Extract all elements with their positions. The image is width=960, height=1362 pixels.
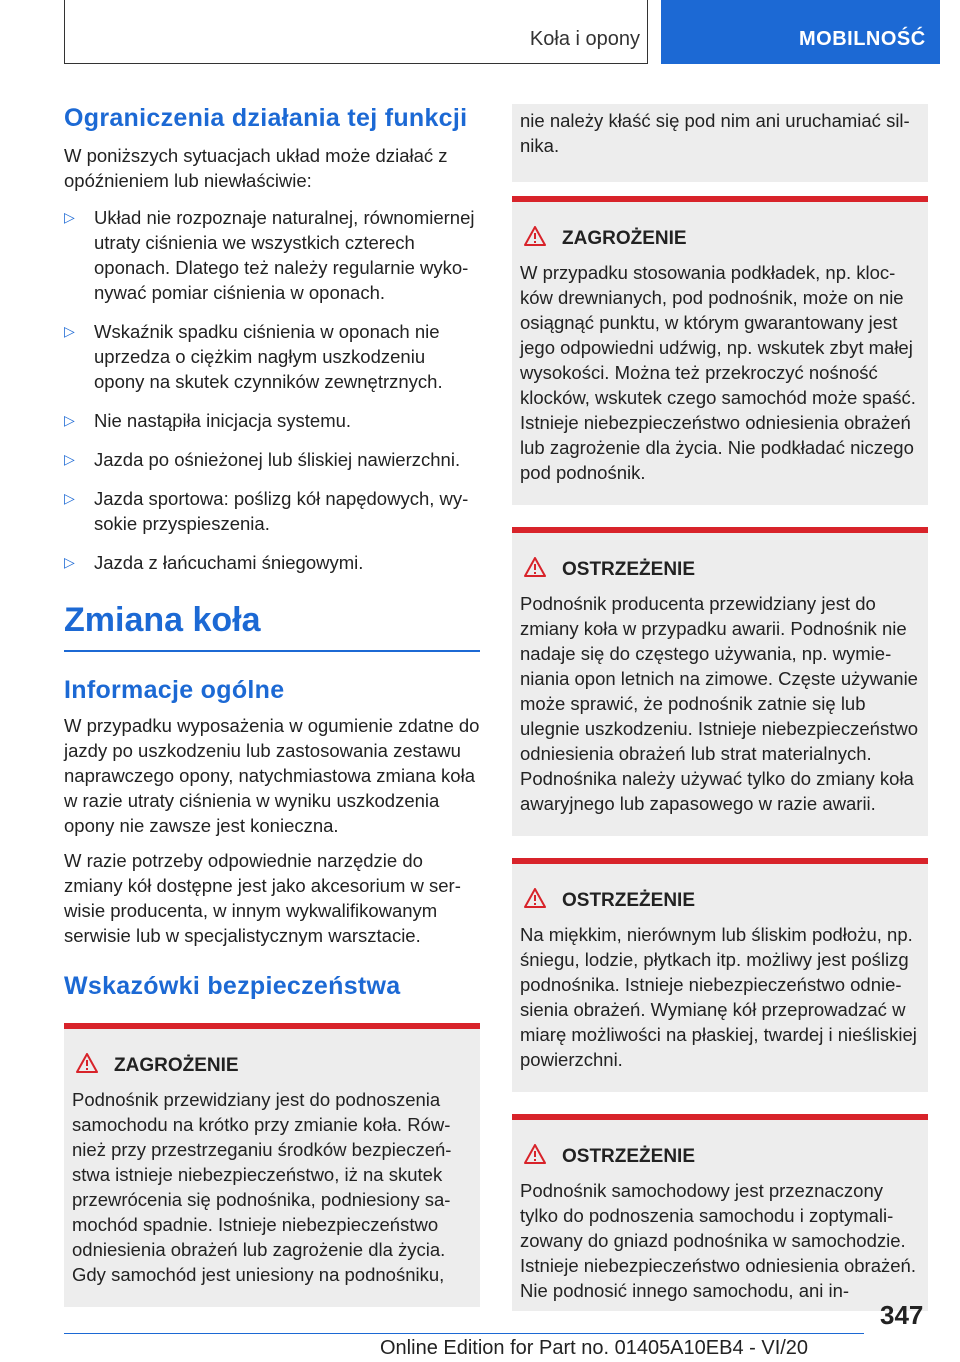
warning-text: Podnośnik producenta przewidziany jest do zmiany koła w przypadku awarii. Podnośnik nie nadaje się do częstego używania, np. wymieniania opon letnich na zimowe. Częste używanie może sprawić, że podnośnik zatnie się lub ulegnie uszkodzeniu. Istnieje niebezpieczeństwo odniesienia obrażeń lub strat materialnych. Podnośnika należy używać tylko do zmiany koła awaryjnego lub zapasowego w razie awarii. bbox=[520, 593, 919, 814]
footer-divider bbox=[64, 1333, 864, 1334]
list-item: ▷ Jazda sportowa: poślizg kół napędowych, wysokie przyspieszenia. bbox=[64, 488, 469, 534]
warning-title: ZAGROŻENIE bbox=[562, 228, 687, 249]
warning-box bbox=[512, 858, 928, 1092]
section-heading-limitations: Ograniczenia działania tej funkcji bbox=[64, 104, 468, 132]
warning-text: Podnośnik przewidziany jest do podnoszenia samochodu na krótko przy zmianie koła. Również przy przestrzeganiu środków bezpieczeństwa istnieje niebezpieczeństwo, iż na skutek przewrócenia się podnośnika, podniesiony samochód spadnie. Istnieje niebezpieczeństwo odniesienia obrażeń lub zagrożenie dla życia. Gdy samochód jest uniesiony na podnośniku, bbox=[72, 1089, 452, 1285]
left-column bbox=[64, 104, 480, 1307]
header-section-title: Koła i opony bbox=[529, 28, 640, 50]
footer-edition: Online Edition for Part no. 01405A10EB4 - VI/20 bbox=[380, 1337, 809, 1359]
triangle-bullet-icon: ▷ bbox=[64, 209, 75, 225]
header-chapter-tab[interactable]: MOBILNOŚĆ bbox=[661, 0, 940, 64]
triangle-bullet-icon: ▷ bbox=[64, 451, 75, 467]
triangle-bullet-icon: ▷ bbox=[64, 412, 75, 428]
warning-text: Podnośnik samochodowy jest przeznaczony tylko do podnoszenia samochodu i zoptymalizowany do gniazd podnośnika w samochodzie. Istnieje niebezpieczeństwo odniesienia obrażeń. Nie podnosić innego samochodu, ani in- bbox=[520, 1180, 916, 1301]
warning-header bbox=[520, 888, 920, 914]
danger-box bbox=[64, 1023, 480, 1307]
limitations-intro: W poniższych sytuacjach układ może działać z opóźnieniem lub niewłaściwie: bbox=[64, 145, 448, 191]
list-item: ▷ Jazda z łańcuchami śniegowymi. bbox=[64, 552, 364, 573]
warning-triangle-icon bbox=[76, 1053, 98, 1079]
warning-header bbox=[72, 1053, 472, 1079]
warning-title: OSTRZEŻENIE bbox=[562, 559, 696, 580]
warning-header bbox=[520, 557, 920, 583]
general-paragraph-2: W razie potrzeby odpowiednie narzędzie do zmiany kół dostępne jest jako akcesorium w serwisie producenta, w innym wykwalifikowanym serwisie lub w specjalistycznym warsztacie. bbox=[64, 850, 461, 946]
warning-text: nie należy kłaść się pod nim ani uruchamiać silnika. bbox=[520, 110, 910, 156]
list-item: ▷ Układ nie rozpoznaje naturalnej, równomiernej utraty ciśnienia we wszystkich czterech oponach. Dlatego też należy regularnie wykonywać pomiar ciśnienia w oponach. bbox=[64, 207, 475, 303]
warning-text: W przypadku stosowania podkładek, np. klocków drewnianych, pod podnośnik, może on nie osiągnąć punktu, w którym gwarantowany jest jego odpowiedni udźwig, np. wskutek zbyt małej wysokości. Można też przekroczyć nośność klocków, wskutek czego samochód może spaść. Istnieje niebezpieczeństwo odniesienia obrażeń lub zagrożenie dla życia. Nie podkładać niczego pod podnośnik. bbox=[520, 262, 916, 483]
warning-header bbox=[520, 226, 920, 252]
warning-title: OSTRZEŻENIE bbox=[562, 1146, 696, 1167]
page-number: 347 bbox=[880, 1300, 924, 1330]
triangle-bullet-icon: ▷ bbox=[64, 554, 75, 570]
warning-title: OSTRZEŻENIE bbox=[562, 890, 696, 911]
right-column bbox=[512, 104, 928, 1311]
warning-header bbox=[520, 1144, 920, 1170]
section-heading-safety: Wskazówki bezpieczeństwa bbox=[64, 972, 401, 1000]
section-heading-general: Informacje ogólne bbox=[64, 676, 285, 704]
warning-title: ZAGROŻENIE bbox=[114, 1055, 239, 1076]
list-item: ▷ Nie nastąpiła inicjacja systemu. bbox=[64, 410, 352, 431]
chapter-title: Zmiana koła bbox=[64, 601, 480, 652]
warning-triangle-icon bbox=[524, 1144, 546, 1170]
warning-box bbox=[512, 1114, 928, 1311]
triangle-bullet-icon: ▷ bbox=[64, 490, 75, 506]
general-paragraph-1: W przypadku wyposażenia w ogumienie zdatne do jazdy po uszkodzeniu lub zastosowania zestawu naprawczego opony, natychmiastowa zmiana koła w razie utraty ciśnienia w wyniku uszkodzenia opony nie zawsze jest konieczna. bbox=[64, 715, 480, 836]
list-item: ▷ Wskaźnik spadku ciśnienia w oponach nie uprzedza o ciężkim nagłym uszkodzeniu opony na skutek czynników zewnętrznych. bbox=[64, 321, 443, 392]
warning-triangle-icon bbox=[524, 888, 546, 914]
triangle-bullet-icon: ▷ bbox=[64, 323, 75, 339]
danger-box-continuation bbox=[512, 104, 928, 182]
warning-box bbox=[512, 527, 928, 836]
list-item: ▷ Jazda po ośnieżonej lub śliskiej nawierzchni. bbox=[64, 449, 461, 470]
warning-triangle-icon bbox=[524, 226, 546, 252]
warning-triangle-icon bbox=[524, 557, 546, 583]
danger-box bbox=[512, 196, 928, 505]
limitations-list bbox=[64, 205, 480, 575]
warning-text: Na miękkim, nierównym lub śliskim podłożu, np. śniegu, lodzie, płytkach itp. możliwy jest poślizg podnośnika. Istnieje niebezpieczeństwo odniesienia obrażeń. Wymianę kół przeprowadzać w miarę możliwości na płaskiej, twardej i nieśliskiej powierzchni. bbox=[520, 924, 917, 1070]
